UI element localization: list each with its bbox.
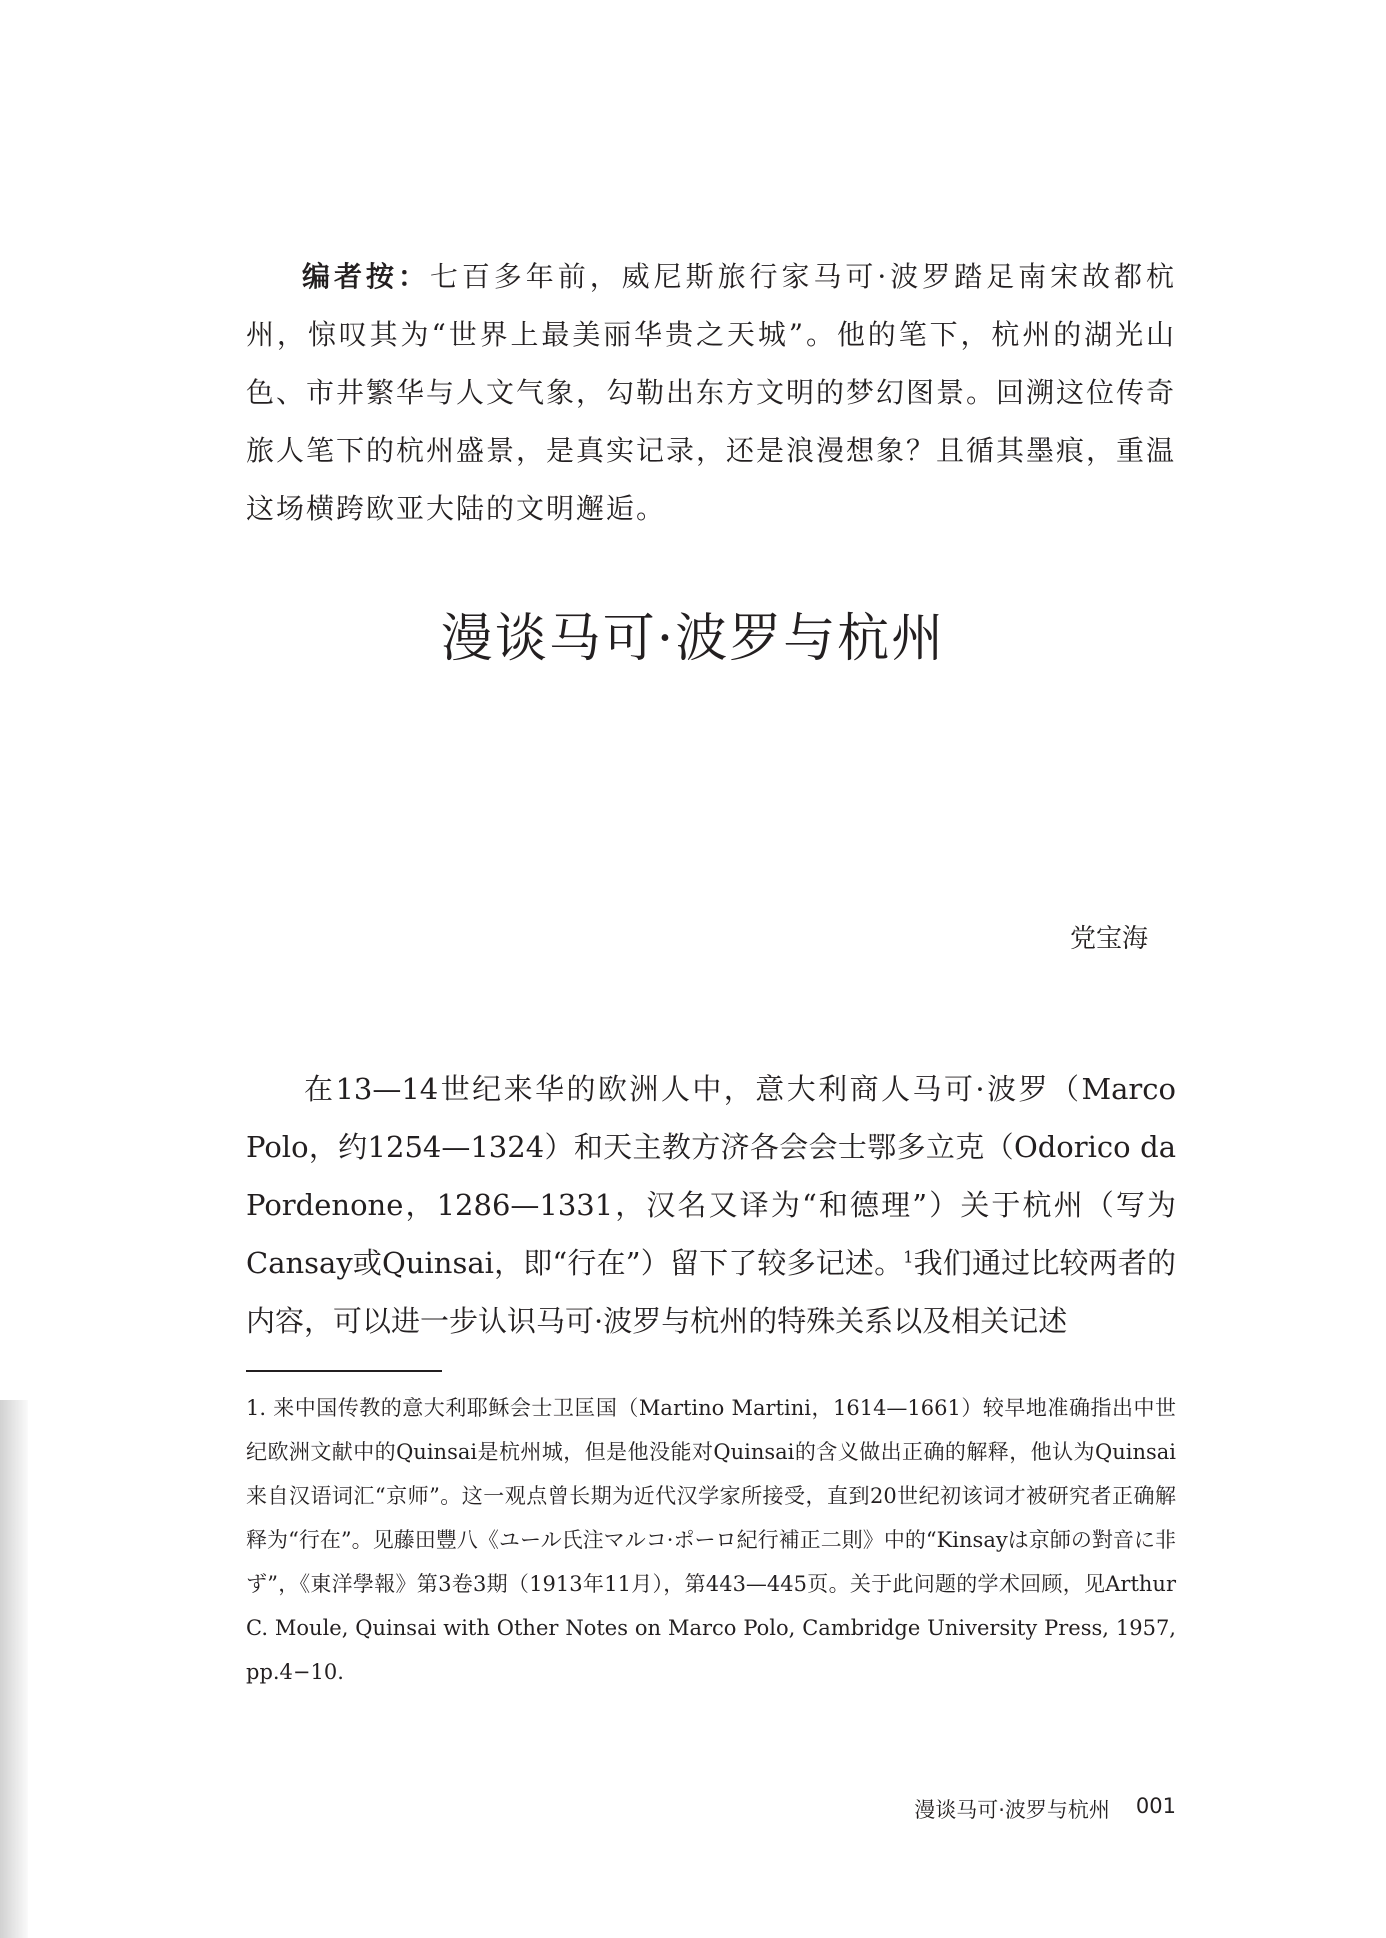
editor-note-text: 七百多年前，威尼斯旅行家马可·波罗踏足南宋故都杭州，惊叹其为“世界上最美丽华贵之天城”。他的笔下，杭州的湖光山色、市井繁华与人文气象，勾勒出东方文明的梦幻图景。回溯这位传奇旅人笔下的杭州盛景，是真实记录，还是浪漫想象？且循其墨痕，重温这场横跨欧亚大陆的文明邂逅。 [246, 260, 1177, 525]
page-number: 001 [1135, 1794, 1176, 1818]
page-edge-shadow [0, 1400, 28, 1938]
running-footer-title: 漫谈马可·波罗与杭州 [914, 1798, 1110, 1822]
author-name: 党宝海 [1069, 924, 1148, 954]
editor-note-paragraph [246, 248, 1176, 538]
running-footer [914, 1794, 1176, 1824]
editor-note-label: 编者按： [302, 260, 430, 293]
footnote-divider [246, 1370, 442, 1372]
body-paragraph [246, 1060, 1176, 1350]
editor-note [246, 248, 1176, 538]
footnote-marker[interactable]: 1 [903, 1247, 914, 1267]
article-title: 漫谈马可·波罗与杭州 [440, 609, 946, 669]
body-text-part-1: 在13—14世纪来华的欧洲人中，意大利商人马可·波罗（Marco Polo，约1254—1324）和天主教方济各会会士鄂多立克（Odorico da Pordenone，1286—1331，汉名又译为“和德理”）关于杭州（写为Cansay或Quinsai，即“行在”）留下了较多记述。 [246, 1072, 1176, 1280]
footnote-1: 1. 来中国传教的意大利耶稣会士卫匡国（Martino Martini，1614—1661）较早地准确指出中世纪欧洲文献中的Quinsai是杭州城，但是他没能对Quinsai的含义做出正确的解释，他认为Quinsai来自汉语词汇“京师”。这一观点曾长期为近代汉学家所接受，直到20世纪初该词才被研究者正确解释为“行在”。见藤田豐八《ユール氏注マルコ·ポーロ紀行補正二則》中的“Kinsayは京師の對音に非ず”，《東洋學報》第3卷3期（1913年11月），第443—445页。关于此问题的学术回顾，见Arthur C. Moule, Quinsai with Other Notes on Marco Polo, Cambridge University Press, 1957, pp.4−10. [246, 1396, 1176, 1684]
body-text-part-2: 我们通过比较两者的内容，可以进一步认识马可·波罗与杭州的特殊关系以及相关记述 [246, 1246, 1176, 1338]
